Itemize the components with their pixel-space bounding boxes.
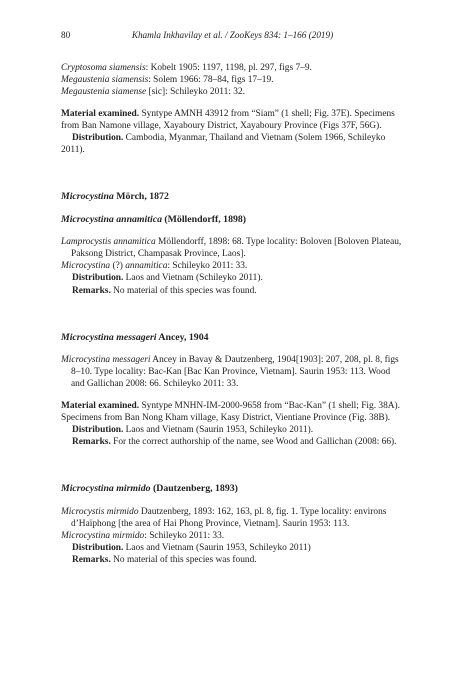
paragraph-text: Cambodia, Myanmar, Thailand and Vietnam (Solem 1966, Schileyko 2011). bbox=[61, 133, 386, 156]
taxon-name: Lamprocystis annamitica bbox=[61, 236, 156, 247]
paragraph-text: For the correct authorship of the name, see Wood and Gallichan (2008: 66). bbox=[110, 437, 397, 448]
species-heading bbox=[61, 483, 406, 495]
citation-text: : Schileyko 2011: 33. bbox=[167, 261, 248, 272]
taxon-name: Microcystina bbox=[61, 261, 111, 272]
section-label: Material examined. bbox=[61, 400, 140, 411]
remarks-paragraph bbox=[61, 436, 406, 448]
genus-heading bbox=[61, 191, 406, 203]
taxon-name: annamitica bbox=[125, 261, 168, 272]
citation-text: Möllendorff, 1898: 68. Type locality: Boloven [Boloven Plateau, Paksong District, Champasak Province, Laos]. bbox=[71, 236, 402, 260]
taxon-name: Cryptosoma siamensis bbox=[61, 63, 146, 73]
species-author: Ancey, 1904 bbox=[156, 331, 209, 343]
citation-text: : Solem 1966: 78–84, figs 17–19. bbox=[148, 75, 274, 86]
taxon-name: Microcystina mirmido bbox=[61, 531, 145, 542]
paragraph-text: Syntype MNHN-IM-2000-9658 from “Bac-Kan” (1 shell; Fig. 38A). Specimens from Ban Nong Kham village, Kasy District, Vientiane Province (Fig. 38B). bbox=[61, 400, 401, 423]
species-author: (Möllendorff, 1898) bbox=[161, 213, 247, 225]
citation-text: (?) bbox=[110, 261, 126, 272]
main-content bbox=[61, 62, 406, 567]
synonym-line bbox=[61, 530, 406, 542]
section-label: Material examined. bbox=[61, 108, 140, 119]
remarks-paragraph bbox=[61, 554, 406, 566]
synonym-line bbox=[61, 62, 406, 74]
section-label: Distribution. bbox=[72, 543, 124, 554]
taxon-name: Megaustenia siamensis bbox=[61, 75, 149, 86]
section-label: Distribution. bbox=[72, 133, 124, 144]
paragraph-text: Laos and Vietnam (Saurin 1953, Schileyko 2011) bbox=[123, 543, 311, 554]
synonym-line bbox=[61, 260, 406, 272]
page-number: 80 bbox=[61, 30, 71, 40]
taxon-name: Microcystina messageri bbox=[61, 355, 151, 366]
taxon-name: Microcystis mirmido bbox=[61, 506, 139, 517]
paragraph-text: No material of this species was found. bbox=[110, 285, 257, 296]
synonym-line bbox=[61, 354, 406, 391]
species-author: (Dautzenberg, 1893) bbox=[150, 483, 238, 495]
synonym-line bbox=[61, 74, 406, 86]
section-label: Distribution. bbox=[72, 273, 124, 284]
synonym-line bbox=[61, 506, 406, 530]
citation-text: Dautzenberg, 1893: 162, 163, pl. 8, fig. 1. Type locality: environs d’Haïphong [the area of Hai Phong Province, Vietnam]. Saurin 1953: 113. bbox=[71, 506, 387, 529]
distribution-paragraph bbox=[61, 542, 406, 554]
genus-name: Microcystina bbox=[61, 191, 114, 203]
species-name: Microcystina mirmido bbox=[61, 483, 151, 495]
paragraph-text: Laos and Vietnam (Schileyko 2011). bbox=[123, 273, 263, 284]
synonym-line bbox=[61, 236, 406, 260]
species-name: Microcystina messageri bbox=[61, 331, 157, 343]
material-examined-paragraph bbox=[61, 400, 406, 424]
section-label: Remarks. bbox=[72, 555, 111, 566]
distribution-paragraph bbox=[61, 272, 406, 284]
section-label: Remarks. bbox=[72, 437, 111, 448]
species-name: Microcystina annamitica bbox=[61, 213, 162, 225]
material-examined-paragraph bbox=[61, 108, 406, 132]
citation-text: : Schileyko 2011: 33. bbox=[144, 531, 225, 542]
paragraph-text: Syntype AMNH 43912 from “Siam” (1 shell; Fig. 37E). Specimens from Ban Namone village, Xayaboury District, Xayaboury Province (Figs 37F, 56G). bbox=[61, 108, 395, 131]
citation-text: [sic]: Schileyko 2011: 32. bbox=[146, 87, 245, 98]
citation-text: : Kobelt 1905: 1197, 1198, pl. 297, figs 7–9. bbox=[145, 63, 312, 73]
remarks-paragraph bbox=[61, 285, 406, 297]
genus-author: Mörch, 1872 bbox=[113, 191, 169, 203]
synonym-line bbox=[61, 86, 406, 98]
species-heading bbox=[61, 214, 406, 226]
section-label: Distribution. bbox=[72, 425, 124, 436]
paragraph-text: Laos and Vietnam (Saurin 1953, Schileyko 2011). bbox=[123, 425, 314, 436]
distribution-paragraph bbox=[61, 424, 406, 436]
distribution-paragraph bbox=[61, 132, 406, 156]
taxon-name: Megaustenia siamense bbox=[61, 87, 147, 98]
citation-text: Ancey in Bavay & Dautzenberg, 1904[1903]: 207, 208, pl. 8, figs 8–10. Type locality: Bac-Kan [Bac Kan Province, Vietnam]. Saurin 1953: 113. Wood and Gallichan 2008: 66. Schileyko 2011: 33. bbox=[71, 355, 399, 390]
running-header bbox=[61, 30, 404, 44]
paragraph-text: No material of this species was found. bbox=[110, 555, 257, 566]
running-head: Khamla Inkhavilay et al. / ZooKeys 834: 1–166 (2019) bbox=[131, 30, 334, 40]
section-label: Remarks. bbox=[72, 285, 111, 296]
species-heading bbox=[61, 332, 406, 344]
